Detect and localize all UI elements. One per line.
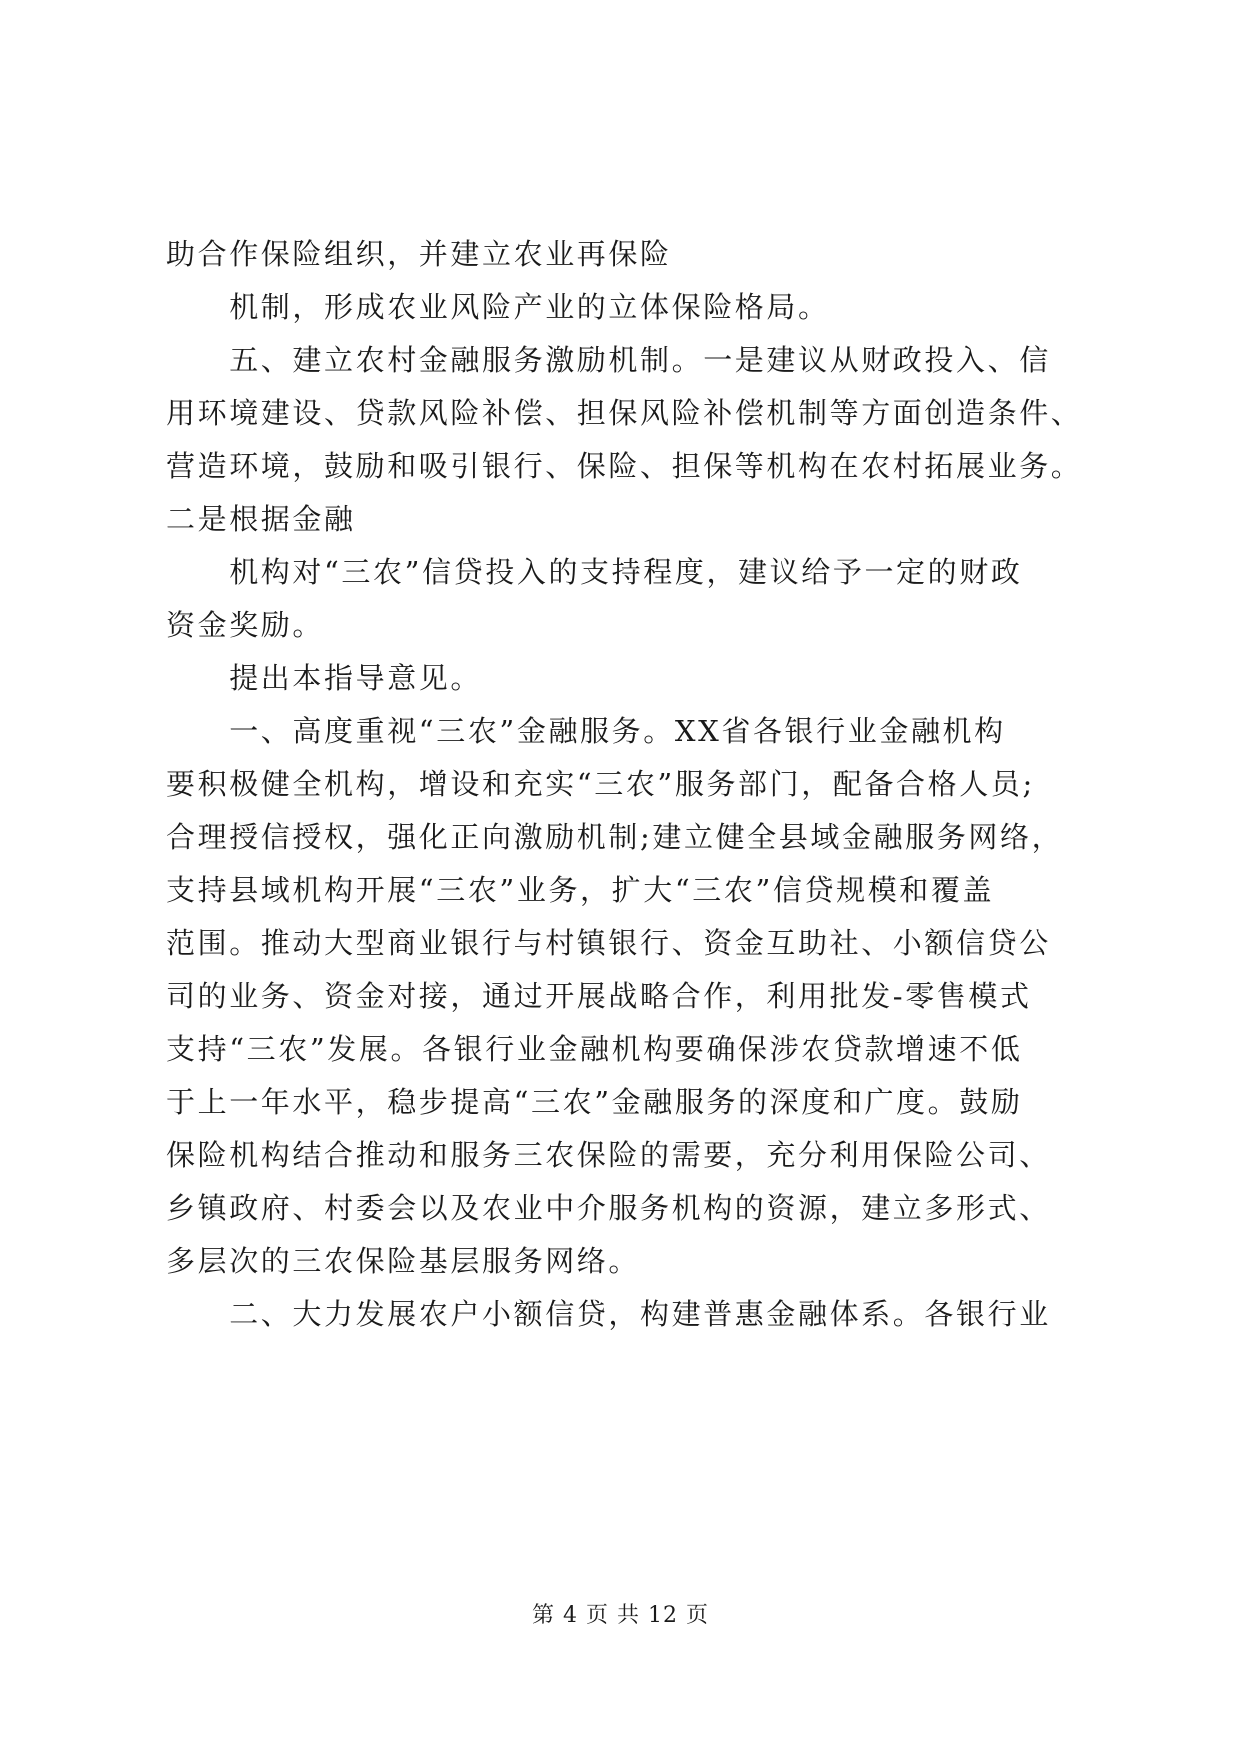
text-line: 支持“三农”发展。各银行业金融机构要确保涉农贷款增速不低	[166, 1032, 1023, 1066]
document-body	[166, 228, 1083, 1341]
text-line: 司的业务、资金对接，通过开展战略合作，利用批发-零售模式	[166, 979, 1032, 1013]
text-line: 提出本指导意见。	[166, 661, 483, 695]
text-line: 合理授信授权，强化正向激励机制;建立健全县域金融服务网络，	[166, 820, 1064, 854]
text-line: 用环境建设、贷款风险补偿、担保风险补偿机制等方面创造条件、	[166, 396, 1083, 430]
text-line: 一、高度重视“三农”金融服务。XX省各银行业金融机构	[166, 714, 1006, 748]
page-number-footer: 第 4 页 共 12 页	[532, 1603, 709, 1628]
text-line: 乡镇政府、村委会以及农业中介服务机构的资源，建立多形式、	[166, 1191, 1051, 1225]
text-line: 五、建立农村金融服务激励机制。一是建议从财政投入、信	[166, 343, 1051, 377]
text-line: 机构对“三农”信贷投入的支持程度，建议给予一定的财政	[166, 555, 1023, 589]
text-line: 保险机构结合推动和服务三农保险的需要，充分利用保险公司、	[166, 1138, 1051, 1172]
text-line: 二是根据金融	[166, 502, 356, 536]
text-line: 机制，形成农业风险产业的立体保险格局。	[166, 290, 830, 324]
text-line: 助合作保险组织，并建立农业再保险	[166, 237, 672, 271]
text-line: 要积极健全机构，增设和充实“三农”服务部门，配备合格人员;	[166, 767, 1035, 801]
text-line: 多层次的三农保险基层服务网络。	[166, 1244, 641, 1278]
text-line: 支持县域机构开展“三农”业务，扩大“三农”信贷规模和覆盖	[166, 873, 995, 907]
text-line: 营造环境，鼓励和吸引银行、保险、担保等机构在农村拓展业务。	[166, 449, 1083, 483]
text-line: 资金奖励。	[166, 608, 325, 642]
text-line: 于上一年水平，稳步提高“三农”金融服务的深度和广度。鼓励	[166, 1085, 1023, 1119]
text-line: 范围。推动大型商业银行与村镇银行、资金互助社、小额信贷公	[166, 926, 1051, 960]
text-line: 二、大力发展农户小额信贷，构建普惠金融体系。各银行业	[166, 1297, 1051, 1331]
